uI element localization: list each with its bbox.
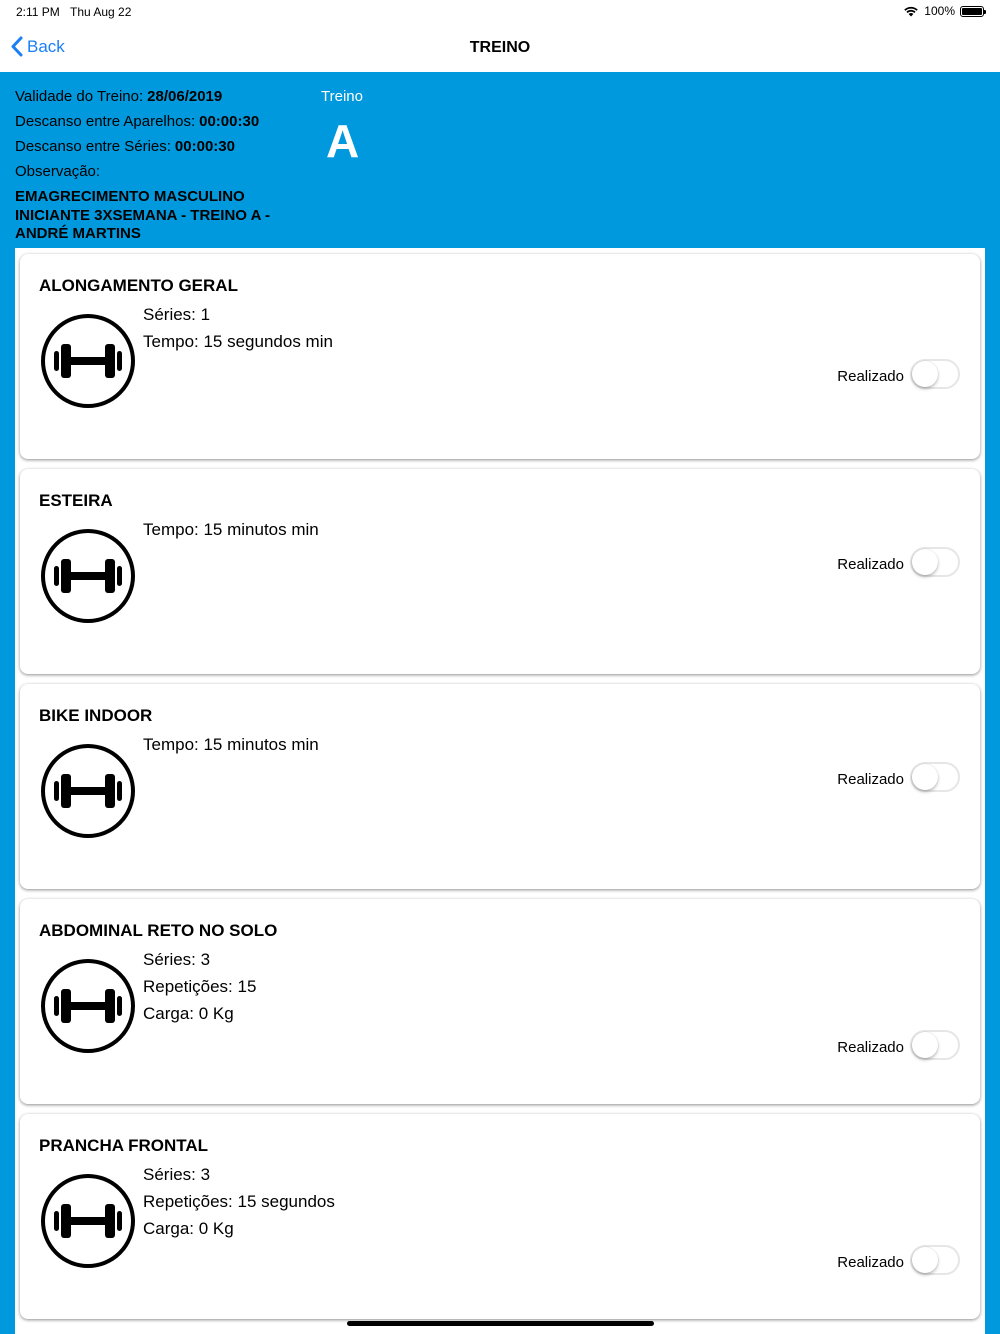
exercise-detail-line: Tempo: 15 minutos min [143, 735, 319, 754]
treino-label: Treino [321, 88, 363, 105]
exercise-detail-line: Repetições: 15 segundos [143, 1192, 335, 1211]
exercise-card[interactable] [20, 899, 980, 1104]
descanso-series-value: 00:00:30 [174, 138, 235, 155]
realizado-label: Realizado [837, 1254, 904, 1271]
exercise-detail-line: Séries: 3 [143, 1165, 211, 1184]
realizado-label: Realizado [837, 1039, 904, 1056]
dumbbell-icon [40, 743, 136, 839]
exercise-details [143, 516, 319, 543]
realizado-label: Realizado [837, 368, 904, 385]
exercise-details [143, 1161, 335, 1242]
battery-percent: 100% [924, 4, 955, 18]
exercise-details [143, 946, 256, 1027]
page-title: TREINO [469, 39, 531, 56]
exercise-details [143, 731, 319, 758]
exercise-card[interactable] [20, 1114, 980, 1319]
exercise-detail-line: Carga: 0 Kg [143, 1004, 234, 1023]
descanso-aparelhos-label: Descanso entre Aparelhos: [15, 113, 196, 130]
exercise-detail-line: Séries: 1 [143, 305, 211, 324]
exercise-card[interactable] [20, 684, 980, 889]
dumbbell-icon [40, 958, 136, 1054]
toggle-knob [912, 764, 938, 790]
back-label: Back [27, 36, 65, 56]
realizado-toggle[interactable] [910, 1245, 960, 1275]
exercise-card[interactable] [20, 469, 980, 674]
toggle-knob [912, 1247, 938, 1273]
realizado-label: Realizado [837, 556, 904, 573]
exercise-list[interactable] [15, 248, 985, 1334]
observacao-text: EMAGRECIMENTO MASCULINO INICIANTE 3XSEMANA - TREINO A - ANDRÉ MARTINS [15, 188, 271, 242]
status-date: Thu Aug 22 [70, 5, 132, 19]
validade-row [15, 88, 222, 105]
toggle-knob [912, 1032, 938, 1058]
exercise-detail-line: Tempo: 15 segundos min [143, 332, 333, 351]
realizado-toggle[interactable] [910, 762, 960, 792]
status-time: 2:11 PM [16, 5, 60, 19]
dumbbell-icon [40, 313, 136, 409]
realizado-toggle[interactable] [910, 359, 960, 389]
descanso-aparelhos-value: 00:00:30 [199, 113, 260, 130]
exercise-details [143, 301, 333, 355]
exercise-detail-line: Carga: 0 Kg [143, 1219, 234, 1238]
toggle-knob [912, 549, 938, 575]
dumbbell-icon [40, 528, 136, 624]
battery-icon [960, 6, 984, 17]
workout-info-panel [0, 72, 1000, 248]
toggle-knob [912, 361, 938, 387]
exercise-name: ALONGAMENTO GERAL [39, 276, 238, 295]
dumbbell-icon [40, 1173, 136, 1269]
exercise-detail-line: Séries: 3 [143, 950, 211, 969]
exercise-card[interactable] [20, 254, 980, 459]
exercise-detail-line: Tempo: 15 minutos min [143, 520, 319, 539]
descanso-series-label: Descanso entre Séries: [15, 138, 171, 155]
validade-label: Validade do Treino: [15, 88, 144, 105]
validade-value: 28/06/2019 [147, 88, 223, 105]
exercise-name: ESTEIRA [39, 491, 113, 510]
navigation-bar [0, 24, 1000, 72]
exercise-name: BIKE INDOOR [39, 706, 153, 725]
realizado-toggle[interactable] [910, 1030, 960, 1060]
realizado-toggle[interactable] [910, 547, 960, 577]
home-indicator [347, 1321, 654, 1326]
status-bar [0, 0, 1000, 24]
descanso-aparelhos-row [15, 113, 259, 130]
wifi-icon [903, 5, 919, 17]
exercise-detail-line: Repetições: 15 [143, 977, 257, 996]
exercise-name: ABDOMINAL RETO NO SOLO [39, 921, 278, 940]
exercise-name: PRANCHA FRONTAL [39, 1136, 209, 1155]
descanso-series-row [15, 138, 235, 155]
treino-letter: A [326, 115, 360, 167]
realizado-label: Realizado [837, 771, 904, 788]
observacao-label: Observação: [15, 163, 101, 180]
status-indicators [903, 4, 984, 18]
